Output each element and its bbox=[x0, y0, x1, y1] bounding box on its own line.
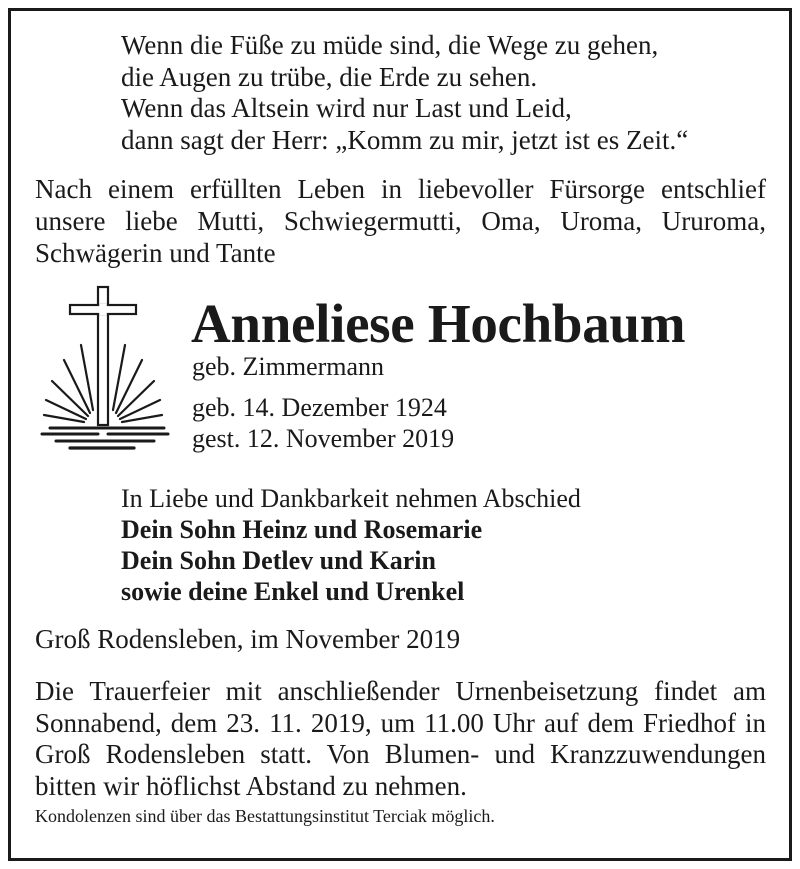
mourners-intro: In Liebe und Dankbarkeit nehmen Abschied bbox=[121, 484, 581, 513]
life-dates bbox=[192, 392, 454, 454]
mourner-line: sowie deine Enkel und Urenkel bbox=[121, 577, 465, 606]
funeral-service-info: Die Trauerfeier mit anschließender Urnenbeisetzung findet am Sonnabend, dem 23. 11. 2019, um 11.00 Uhr auf dem Friedhof in Groß Rodensleben statt. Von Blumen- und Kranzzuwendungen bitten wir höflichst Abstand zu nehmen. bbox=[35, 676, 766, 801]
condolences-note: Kondolenzen sind über das Bestattungsinstitut Terciak möglich. bbox=[35, 806, 495, 826]
poem-line: Wenn das Altsein wird nur Last und Leid, bbox=[121, 93, 572, 123]
place-date: Groß Rodensleben, im November 2019 bbox=[35, 624, 461, 654]
cross-with-sunrays-icon bbox=[40, 285, 170, 460]
poem bbox=[121, 30, 688, 156]
mourner-line: Dein Sohn Detlev und Karin bbox=[121, 546, 436, 575]
intro-text: Nach einem erfüllten Leben in liebevoller Fürsorge entschlief unsere liebe Mutti, Schwiegermutti, Oma, Uroma, Ururoma, Schwägerin und Tante bbox=[35, 174, 766, 268]
mourner-line: Dein Sohn Heinz und Rosemarie bbox=[121, 515, 483, 544]
death-date: gest. 12. November 2019 bbox=[192, 424, 455, 453]
deceased-name: Anneliese Hochbaum bbox=[191, 293, 686, 354]
poem-line: die Augen zu trübe, die Erde zu sehen. bbox=[121, 61, 538, 92]
poem-line: Wenn die Füße zu müde sind, die Wege zu gehen, bbox=[121, 30, 659, 60]
mourners bbox=[121, 483, 581, 607]
poem-line: dann sagt der Herr: „Komm zu mir, jetzt ist es Zeit.“ bbox=[121, 124, 689, 155]
maiden-name: geb. Zimmermann bbox=[192, 352, 385, 381]
birth-date: geb. 14. Dezember 1924 bbox=[192, 393, 447, 422]
